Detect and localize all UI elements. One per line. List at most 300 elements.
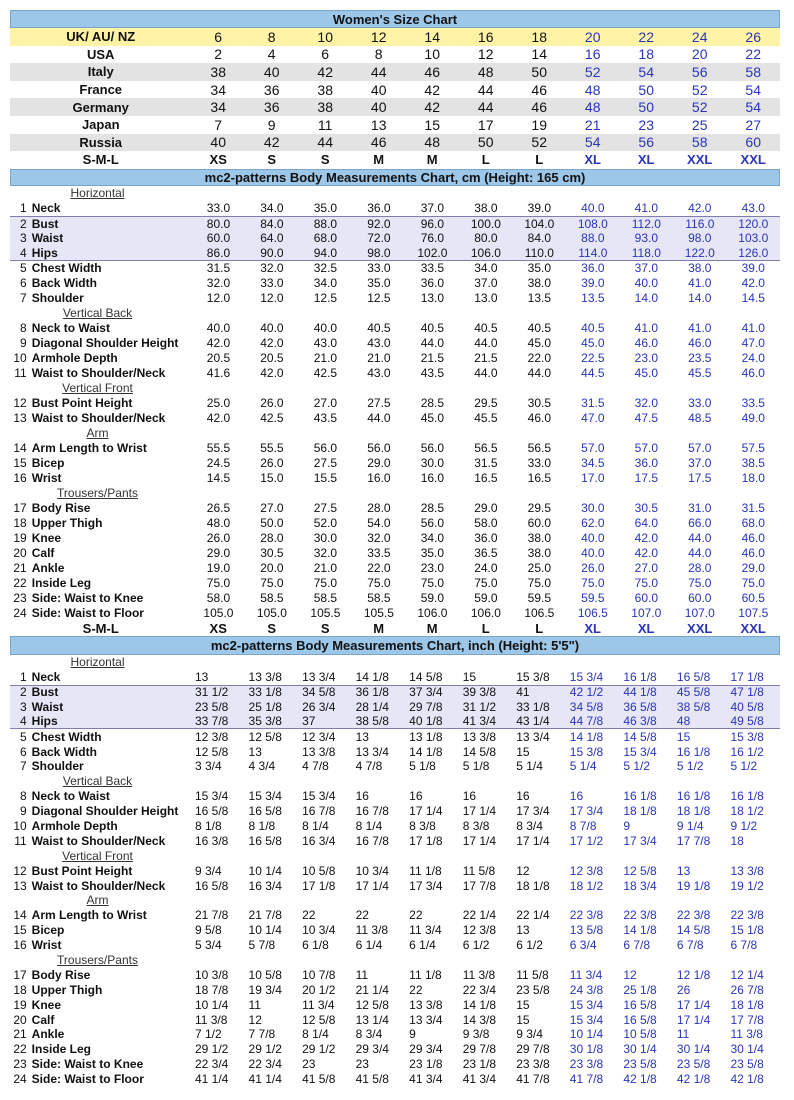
measurement-cell: 29 7/8: [409, 699, 443, 714]
measurement-cell: 42.0: [206, 411, 231, 426]
measurement-cell: 20.5: [260, 351, 284, 366]
measurement-cell: 38.0: [527, 546, 552, 561]
measurement-cell: 22: [302, 908, 316, 923]
measurement-cell: 41 7/8: [569, 1072, 604, 1087]
measurement-label: Hips: [31, 245, 58, 260]
measurement-cell: 34 5/8: [569, 699, 604, 714]
measurement-cell: 42.0: [741, 276, 765, 291]
measurement-number: 16: [13, 471, 27, 486]
size-cell: 44: [477, 81, 494, 98]
measurement-cell: 25.0: [206, 396, 231, 411]
measurement-cell: 44.0: [474, 366, 498, 381]
measurement-cell: 41.0: [741, 321, 765, 336]
measurement-cell: XXL: [740, 620, 766, 636]
measurement-cell: 40.5: [474, 321, 498, 336]
measurement-cell: 57.0: [688, 441, 712, 456]
measurement-row: [10, 441, 780, 456]
measurement-row: [10, 938, 780, 953]
size-cell: 23: [638, 116, 654, 133]
measurement-cell: 16.5: [527, 471, 552, 486]
measurement-label: Waist to Shoulder/Neck: [31, 411, 166, 426]
measurement-cell: 13.5: [581, 291, 605, 306]
measurement-cell: 42.0: [634, 546, 658, 561]
measurement-cell: 41 1/4: [194, 1072, 229, 1087]
measurement-cell: 40.0: [581, 201, 605, 216]
measurement-cell: 75.0: [581, 576, 605, 591]
measurement-row: [10, 276, 780, 291]
size-cell: 58: [691, 134, 708, 151]
measurement-cell: 10 5/8: [248, 967, 282, 982]
measurement-row: [10, 670, 780, 685]
measurement-cell: 17 1/4: [355, 878, 389, 893]
measurement-cell: 37.0: [420, 201, 445, 216]
measurement-cell: 27.5: [313, 456, 338, 471]
measurement-cell: XL: [584, 620, 602, 636]
size-cell: 42: [424, 99, 440, 116]
measurement-cell: 23 1/8: [462, 1057, 497, 1072]
measurement-row: [10, 982, 780, 997]
measurement-cell: 29 1/2: [302, 1042, 336, 1057]
measurement-cell: 32.5: [313, 261, 338, 276]
measurement-cell: 47.0: [741, 336, 765, 351]
measurement-row: [10, 336, 780, 351]
measurement-cell: 22 1/4: [462, 908, 497, 923]
measurement-cell: 34.0: [313, 276, 338, 291]
measurement-cell: 6 7/8: [730, 938, 758, 953]
measurement-cell: 11 5/8: [462, 863, 496, 878]
measurement-number: 16: [13, 938, 27, 953]
measurement-cell: 66.0: [688, 516, 712, 531]
measurement-cell: 14 1/8: [623, 923, 657, 938]
measurement-cell: 9: [623, 818, 631, 833]
measurement-cell: 31.5: [206, 261, 231, 276]
size-cell: XL: [584, 152, 602, 168]
measurement-cell: 11 3/8: [462, 967, 496, 982]
measurement-cell: 41 3/4: [462, 1072, 497, 1087]
measurement-cell: 8 1/8: [248, 818, 276, 833]
size-system-label: France: [79, 82, 123, 98]
measurement-cell: 42.0: [206, 336, 231, 351]
measurement-number: 10: [13, 351, 27, 366]
measurement-cell: 22.5: [581, 351, 605, 366]
measurement-cell: 46.0: [527, 411, 552, 426]
size-cell: XXL: [740, 152, 766, 168]
cm-chart-title: mc2-patterns Body Measurements Chart, cm (Height: 165 cm): [10, 169, 780, 186]
size-cell: 6: [214, 28, 223, 45]
measurement-cell: 15.5: [313, 471, 338, 486]
measurement-cell: 8 3/8: [462, 818, 490, 833]
measurement-cell: 43.5: [313, 411, 338, 426]
measurement-cell: 23: [355, 1057, 369, 1072]
size-cell: 12: [477, 46, 494, 63]
size-cell: M: [373, 152, 385, 168]
group-heading-row: [10, 953, 780, 968]
measurement-cell: 13.5: [527, 291, 552, 306]
measurement-cell: 103.0: [738, 231, 769, 246]
measurement-cell: 12.5: [367, 291, 391, 306]
measurement-cell: 13.0: [474, 291, 498, 306]
measurement-row: [10, 863, 780, 878]
measurement-label: Neck to Waist: [31, 321, 110, 336]
measurement-cell: 41.0: [634, 201, 658, 216]
measurement-number: 15: [13, 923, 27, 938]
size-cell: 8: [267, 28, 276, 45]
measurement-row: [10, 516, 780, 531]
measurement-cell: 42 1/2: [569, 685, 604, 700]
measurement-cell: 108.0: [577, 216, 608, 231]
measurement-cell: 40.5: [367, 321, 391, 336]
measurement-number: 11: [14, 366, 27, 381]
measurement-cell: 6 7/8: [623, 938, 651, 953]
measurement-cell: 44.5: [581, 366, 605, 381]
measurement-cell: 18 1/8: [730, 997, 764, 1012]
measurement-cell: 17 3/4: [516, 804, 550, 819]
size-cell: 15: [424, 116, 440, 133]
measurement-row: [10, 216, 780, 231]
measurement-row: [10, 561, 780, 576]
measurement-label: Calf: [31, 546, 55, 561]
size-cell: 36: [263, 99, 280, 116]
measurement-label: Side: Waist to Knee: [31, 1057, 144, 1072]
measurement-cell: 10 5/8: [623, 1027, 657, 1042]
measurement-cell: 12 3/4: [302, 729, 336, 744]
measurement-cell: 29 1/2: [248, 1042, 282, 1057]
measurement-number: 12: [13, 396, 27, 411]
measurement-cell: 16 3/8: [194, 833, 229, 848]
measurement-cell: 31.0: [688, 501, 712, 516]
size-cell: 36: [263, 81, 280, 98]
measurement-cell: 22 3/4: [462, 982, 497, 997]
measurement-label: Bicep: [31, 923, 65, 938]
measurement-cell: 22.0: [367, 561, 391, 576]
measurement-cell: 30 1/4: [623, 1042, 657, 1057]
measurement-cell: 45.0: [420, 411, 445, 426]
measurement-cell: 31 1/2: [194, 685, 229, 700]
size-cell: 48: [584, 81, 601, 98]
size-cell: 50: [477, 134, 494, 151]
measurement-number: 18: [13, 982, 27, 997]
measurement-number: 3: [20, 231, 27, 246]
measurement-cell: 30.0: [420, 456, 445, 471]
measurement-cell: 24.0: [741, 351, 765, 366]
measurement-cell: 43.0: [741, 201, 765, 216]
measurement-cell: 42 1/8: [676, 1072, 711, 1087]
size-cell: 27: [745, 116, 761, 133]
measurement-cell: 10 5/8: [302, 863, 336, 878]
measurement-number: 20: [13, 546, 27, 561]
measurement-cell: 105.0: [256, 606, 287, 621]
measurement-cell: 42 1/8: [730, 1072, 764, 1087]
measurement-cell: 43.0: [313, 336, 338, 351]
size-system-label: UK/ AU/ NZ: [66, 29, 136, 45]
measurement-cell: 13: [194, 670, 209, 685]
measurement-cell: 106.0: [470, 606, 501, 621]
measurement-cell: 13 5/8: [569, 923, 604, 938]
measurement-cell: 9 3/8: [462, 1027, 490, 1042]
measurement-cell: 13 1/8: [409, 729, 443, 744]
measurement-cell: 15: [676, 729, 691, 744]
measurement-cell: 15 1/8: [730, 923, 764, 938]
measurement-cell: 48: [676, 714, 691, 729]
measurement-cell: 13 3/4: [409, 1012, 443, 1027]
measurement-cell: 40.5: [420, 321, 445, 336]
measurement-cell: 23 3/8: [516, 1057, 550, 1072]
measurement-row: [10, 699, 780, 714]
measurement-cell: 11 3/4: [569, 967, 603, 982]
measurement-number: 20: [13, 1012, 27, 1027]
measurement-cell: 60.0: [688, 591, 712, 606]
size-cell: 9: [267, 116, 276, 133]
size-cell: 12: [370, 28, 387, 45]
measurement-cell: 104.0: [524, 216, 555, 231]
measurement-cell: 42.0: [260, 336, 284, 351]
measurement-cell: 27.5: [367, 396, 391, 411]
measurement-cell: 8 3/4: [516, 818, 543, 833]
measurement-cell: 17 7/8: [676, 833, 711, 848]
measurement-cell: 75.0: [313, 576, 338, 591]
measurement-cell: 14 1/8: [569, 729, 604, 744]
measurement-cell: 18.0: [741, 471, 765, 486]
size-cell: 42: [263, 134, 280, 151]
measurement-cell: 35.0: [527, 261, 552, 276]
measurement-cell: 17 1/8: [730, 670, 764, 685]
measurement-cell: 18 3/4: [623, 878, 657, 893]
size-chart-sheet: [10, 10, 780, 1087]
measurement-label: Bust: [31, 216, 59, 231]
measurement-number: 17: [13, 501, 27, 516]
measurement-cell: 15 3/8: [516, 670, 550, 685]
measurement-cell: 26.0: [206, 531, 231, 546]
measurement-label: Inside Leg: [31, 1042, 92, 1057]
measurement-cell: 40.0: [581, 546, 605, 561]
measurement-cell: 22.0: [527, 351, 552, 366]
size-cell: 56: [691, 63, 708, 80]
measurement-cell: 48.0: [206, 516, 231, 531]
measurement-cell: 29.5: [527, 501, 552, 516]
measurement-cell: 9 1/2: [730, 818, 758, 833]
measurement-cell: 49 5/8: [730, 714, 764, 729]
measurement-cell: 48.5: [688, 411, 712, 426]
measurement-cell: 33.5: [741, 396, 765, 411]
size-cell: 11: [317, 116, 333, 133]
measurement-cell: 10 7/8: [302, 967, 336, 982]
size-cell: 48: [584, 99, 601, 116]
measurement-cell: 46 3/8: [623, 714, 657, 729]
measurement-cell: 31.5: [741, 501, 765, 516]
measurement-cell: 33 1/8: [248, 685, 282, 700]
measurement-cell: 36.0: [581, 261, 605, 276]
size-row: [10, 151, 780, 169]
measurement-cell: 16: [355, 789, 369, 804]
measurement-label: Shoulder: [31, 291, 84, 306]
measurement-cell: 13 3/8: [730, 863, 764, 878]
measurement-cell: 16 7/8: [355, 804, 389, 819]
measurement-cell: 42.0: [634, 531, 658, 546]
measurement-row: [10, 1012, 780, 1027]
size-row: [10, 28, 780, 46]
size-cell: 20: [584, 28, 601, 45]
measurement-cell: 35.0: [420, 546, 445, 561]
size-cell: S: [320, 152, 330, 168]
measurement-cell: 17 1/4: [409, 804, 443, 819]
size-cell: S: [267, 152, 277, 168]
measurement-label: Ankle: [31, 561, 65, 576]
measurement-cell: 11: [248, 997, 261, 1012]
size-cell: 18: [638, 46, 654, 63]
measurement-cell: 13 3/8: [462, 729, 497, 744]
measurement-cell: 17 1/8: [302, 878, 336, 893]
measurement-cell: 13 1/4: [355, 1012, 389, 1027]
measurement-cell: 11 3/4: [409, 923, 442, 938]
size-cell: 19: [531, 116, 547, 133]
measurement-cell: 32.0: [634, 396, 658, 411]
measurement-cell: 18 1/2: [569, 878, 604, 893]
measurement-row: [10, 201, 780, 216]
measurement-cell: 39.0: [741, 261, 765, 276]
measurement-cell: 46.0: [688, 336, 712, 351]
measurement-number: 23: [13, 591, 27, 606]
measurement-cell: 88.0: [313, 216, 338, 231]
measurement-cell: 18 1/8: [516, 878, 550, 893]
size-cell: 54: [745, 99, 761, 116]
size-system-label: Russia: [79, 134, 123, 150]
measurement-cell: 5 1/4: [516, 759, 543, 774]
measurement-cell: 8 7/8: [569, 818, 597, 833]
measurement-label: Shoulder: [31, 759, 84, 774]
measurement-cell: 14 1/8: [409, 744, 443, 759]
group-heading-row: [10, 774, 780, 789]
measurement-number: 14: [13, 441, 27, 456]
measurement-cell: 16 5/8: [248, 833, 282, 848]
group-heading: Trousers/Pants: [57, 953, 138, 967]
measurement-cell: 26.0: [260, 456, 284, 471]
measurement-cell: 20.0: [260, 561, 284, 576]
measurement-row: [10, 923, 780, 938]
measurement-cell: 16 1/8: [676, 744, 711, 759]
measurement-cell: 33 1/8: [516, 699, 550, 714]
measurement-cell: 15: [462, 670, 477, 685]
measurement-cell: 58.5: [260, 591, 284, 606]
measurement-cell: 59.5: [581, 591, 605, 606]
measurement-cell: 44.0: [527, 366, 552, 381]
measurement-row: [10, 396, 780, 411]
measurement-cell: 56.5: [474, 441, 498, 456]
measurement-label: Waist: [31, 699, 64, 714]
measurement-cell: 11: [355, 967, 369, 982]
size-cell: 42: [317, 63, 333, 80]
measurement-cell: 58.5: [313, 591, 338, 606]
measurement-cell: 29 1/2: [194, 1042, 229, 1057]
measurement-cell: 12: [623, 967, 637, 982]
measurement-cell: 46.0: [741, 531, 765, 546]
measurement-cell: 75.0: [260, 576, 284, 591]
measurement-cell: 21.0: [313, 351, 338, 366]
measurement-cell: 37 3/4: [409, 685, 443, 700]
measurement-label: Diagonal Shoulder Height: [31, 336, 179, 351]
measurement-cell: 14.5: [206, 471, 231, 486]
measurement-cell: XS: [209, 620, 227, 636]
measurement-cell: 23.0: [634, 351, 658, 366]
measurement-cell: 19.0: [206, 561, 231, 576]
measurement-cell: 36 5/8: [623, 699, 657, 714]
measurement-cell: 28.0: [688, 561, 712, 576]
measurement-cell: 12: [516, 863, 530, 878]
measurement-label: Back Width: [31, 744, 97, 759]
measurement-cell: 11 3/8: [194, 1012, 228, 1027]
size-cell: 16: [477, 28, 494, 45]
measurement-cell: 122.0: [684, 245, 715, 260]
measurement-cell: 17.5: [688, 471, 712, 486]
measurement-cell: 7 7/8: [248, 1027, 276, 1042]
measurement-cell: 45.5: [474, 411, 498, 426]
measurement-cell: 12 5/8: [248, 729, 282, 744]
measurement-number: 3: [19, 699, 27, 714]
measurement-cell: 13 3/4: [516, 729, 550, 744]
measurement-cell: 118.0: [631, 245, 661, 260]
measurement-label: Arm Length to Wrist: [31, 441, 147, 456]
size-cell: 54: [584, 134, 601, 151]
measurement-cell: 14.0: [688, 291, 712, 306]
measurement-cell: 14.0: [634, 291, 658, 306]
measurement-cell: 59.5: [527, 591, 552, 606]
measurement-row: [10, 291, 780, 306]
measurement-cell: 21.0: [313, 561, 338, 576]
measurement-cell: 41 7/8: [516, 1072, 550, 1087]
measurement-cell: 30.0: [581, 501, 605, 516]
size-cell: M: [426, 152, 438, 168]
measurement-cell: 15: [516, 997, 530, 1012]
size-cell: 44: [317, 134, 333, 151]
measurement-cell: 14 3/8: [462, 1012, 497, 1027]
measurement-cell: 44.0: [367, 411, 391, 426]
measurement-label: Upper Thigh: [31, 982, 103, 997]
measurement-cell: 29.0: [474, 501, 498, 516]
measurement-cell: 25 1/8: [623, 982, 657, 997]
measurement-cell: 12 5/8: [623, 863, 657, 878]
measurement-number: 11: [14, 833, 27, 848]
measurement-cell: 72.0: [367, 231, 391, 246]
size-cell: 52: [531, 134, 547, 151]
size-cell: 20: [691, 46, 708, 63]
measurement-cell: 88.0: [581, 231, 605, 246]
measurement-cell: 12 3/8: [462, 923, 497, 938]
group-heading: Horizontal: [70, 186, 125, 201]
measurement-cell: 16 1/8: [623, 789, 657, 804]
measurement-row: [10, 685, 780, 700]
measurement-cell: 30 1/4: [676, 1042, 711, 1057]
measurement-cell: 56.0: [313, 441, 338, 456]
measurement-label: Hips: [31, 714, 58, 729]
size-cell: 50: [638, 81, 654, 98]
measurement-row: [10, 833, 780, 848]
measurement-cell: 13: [355, 729, 369, 744]
measurement-cell: 16: [569, 789, 584, 804]
size-system-label: Germany: [72, 99, 129, 115]
size-row: [10, 46, 780, 64]
size-cell: 24: [691, 28, 708, 45]
measurement-cell: 22 3/8: [569, 908, 604, 923]
measurement-cell: M: [426, 620, 438, 636]
measurement-cell: 8 3/4: [355, 1027, 383, 1042]
measurement-cell: 11 1/8: [409, 863, 442, 878]
measurement-row: [10, 1027, 780, 1042]
measurement-cell: 105.0: [203, 606, 234, 621]
measurement-cell: 16 3/4: [248, 878, 282, 893]
measurement-cell: 57.0: [634, 441, 658, 456]
measurement-cell: 16 3/4: [302, 833, 336, 848]
size-row: [10, 116, 780, 134]
measurement-cell: 12 5/8: [194, 744, 229, 759]
